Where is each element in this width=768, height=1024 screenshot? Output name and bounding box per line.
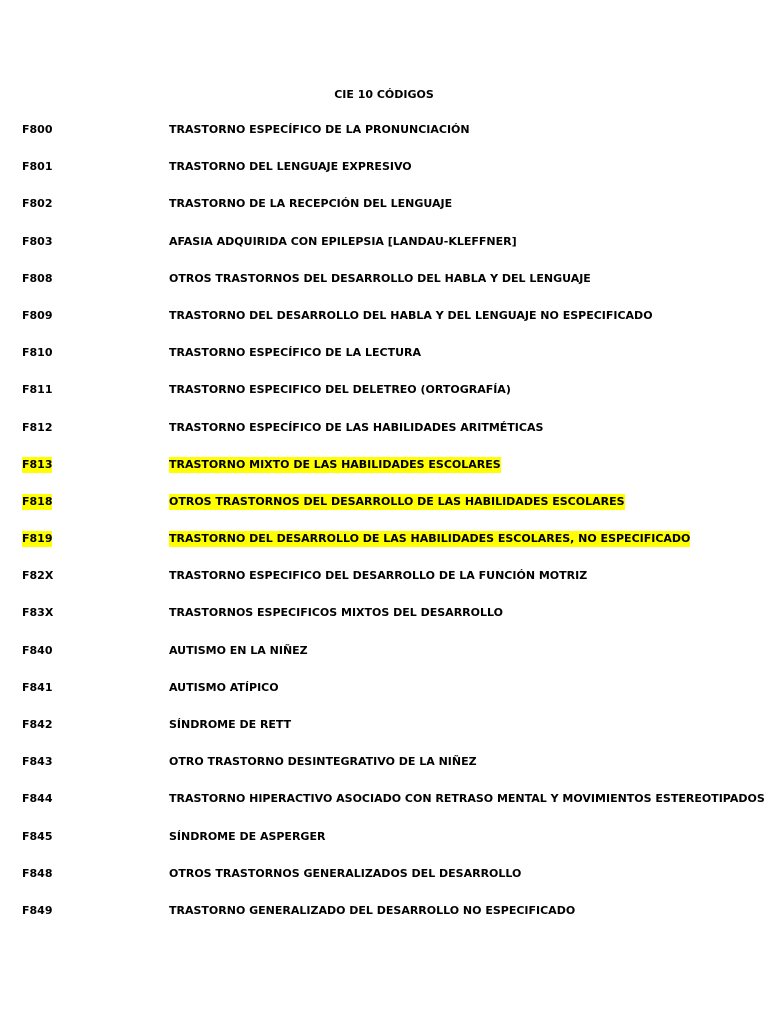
description-cell: TRASTORNO DEL LENGUAJE EXPRESIVO [169,160,412,174]
description-cell: SÍNDROME DE ASPERGER [169,829,326,843]
description-cell: TRASTORNO ESPECÍFICO DE LAS HABILIDADES ARITMÉTICAS [169,420,544,434]
code-cell: F843 [22,755,53,769]
description-cell: AUTISMO ATÍPICO [169,680,279,694]
code-row [0,829,768,866]
description-cell: TRASTORNO ESPECÍFICO DE LA PRONUNCIACIÓN [169,123,470,136]
description-cell: TRASTORNO MIXTO DE LAS HABILIDADES ESCOLARES [169,457,501,471]
code-cell: F812 [22,420,53,434]
code-cell: F802 [22,197,53,211]
code-cell: F801 [22,160,53,174]
code-cell: F849 [22,903,53,917]
code-cell: F818 [22,494,53,508]
code-cell: F810 [22,346,53,360]
code-cell: F840 [22,643,53,657]
code-row [0,531,768,568]
code-row [0,494,768,531]
code-row [0,122,768,159]
description-cell: AUTISMO EN LA NIÑEZ [169,643,308,657]
code-row [0,866,768,903]
code-row [0,457,768,494]
code-list [0,122,768,940]
document-title: CIE 10 CÓDIGOS [334,88,434,101]
code-row [0,680,768,717]
code-row [0,308,768,345]
code-cell: F83X [22,606,54,620]
code-cell: F800 [22,123,53,136]
code-cell: F82X [22,569,54,583]
description-cell: TRASTORNO DEL DESARROLLO DEL HABLA Y DEL LENGUAJE NO ESPECIFICADO [169,308,653,322]
code-cell: F841 [22,680,53,694]
description-cell: TRASTORNO ESPECIFICO DEL DESARROLLO DE LA FUNCIÓN MOTRIZ [169,569,588,583]
code-cell: F844 [22,792,53,806]
description-cell: TRASTORNO DE LA RECEPCIÓN DEL LENGUAJE [169,197,453,211]
code-cell: F811 [22,383,53,397]
description-cell: TRASTORNO GENERALIZADO DEL DESARROLLO NO ESPECIFICADO [169,903,576,917]
description-cell: OTROS TRASTORNOS DEL DESARROLLO DE LAS HABILIDADES ESCOLARES [169,494,625,508]
description-cell: TRASTORNO ESPECÍFICO DE LA LECTURA [169,346,422,360]
code-cell: F819 [22,532,53,546]
code-cell: F842 [22,718,53,731]
code-row [0,234,768,271]
code-cell: F848 [22,866,53,880]
code-row [0,271,768,308]
code-row [0,382,768,419]
description-cell: AFASIA ADQUIRIDA CON EPILEPSIA [LANDAU-KLEFFNER] [169,234,517,248]
code-row [0,754,768,791]
description-cell: TRASTORNO HIPERACTIVO ASOCIADO CON RETRASO MENTAL Y MOVIMIENTOS ESTEREOTIPADOS [169,792,765,806]
code-row [0,717,768,754]
code-cell: F813 [22,457,53,471]
description-cell: OTROS TRASTORNOS DEL DESARROLLO DEL HABLA Y DEL LENGUAJE [169,271,591,285]
description-cell: OTRO TRASTORNO DESINTEGRATIVO DE LA NIÑEZ [169,755,477,769]
description-cell: SÍNDROME DE RETT [169,718,292,731]
description-cell: TRASTORNOS ESPECIFICOS MIXTOS DEL DESARROLLO [169,606,503,620]
code-cell: F845 [22,829,53,843]
code-row [0,345,768,382]
code-row [0,159,768,196]
code-row [0,903,768,940]
code-cell: F809 [22,308,53,322]
code-row [0,643,768,680]
code-row [0,196,768,233]
description-cell: OTROS TRASTORNOS GENERALIZADOS DEL DESARROLLO [169,866,522,880]
description-cell: TRASTORNO ESPECIFICO DEL DELETREO (ORTOGRAFÍA) [169,383,511,397]
code-cell: F803 [22,234,53,248]
code-row [0,791,768,828]
code-row [0,420,768,457]
code-row [0,605,768,642]
code-cell: F808 [22,271,53,285]
code-row [0,568,768,605]
description-cell: TRASTORNO DEL DESARROLLO DE LAS HABILIDADES ESCOLARES, NO ESPECIFICADO [169,532,691,546]
